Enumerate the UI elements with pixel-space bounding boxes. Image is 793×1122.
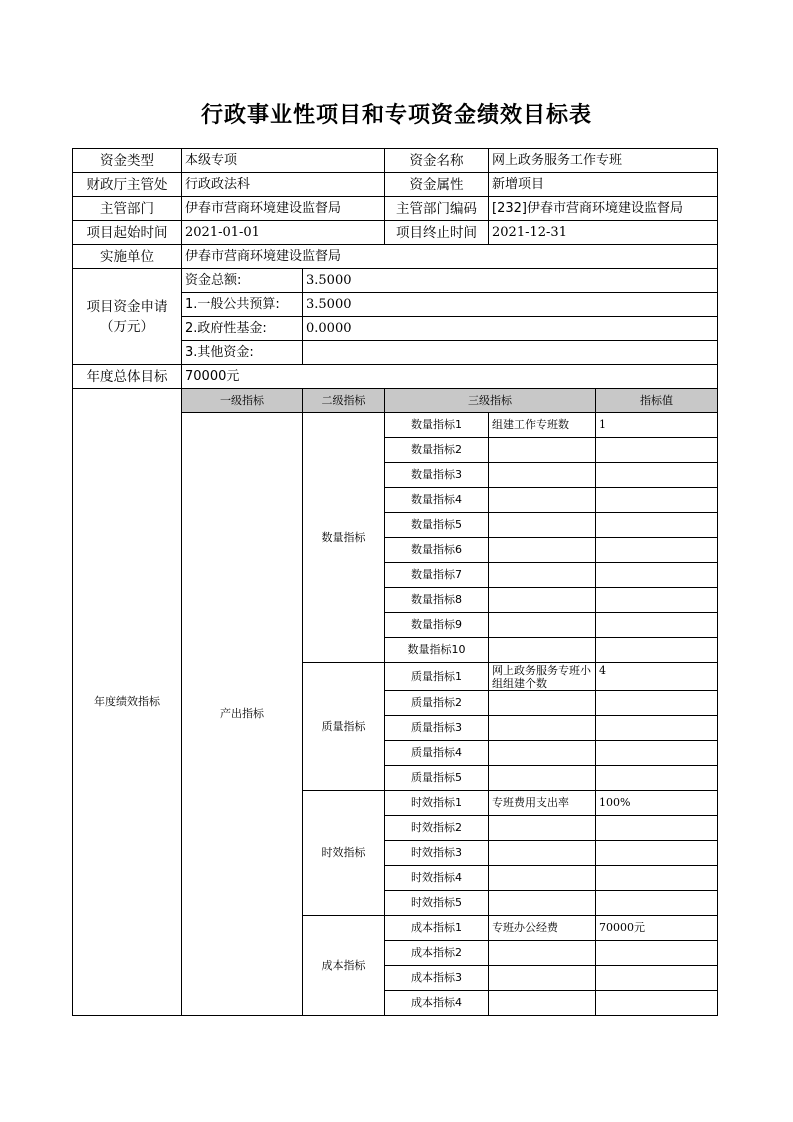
agency-code-label: 主管部门编码 [385, 197, 489, 221]
indicator-code: 数量指标3 [385, 463, 489, 488]
column-header: 一级指标 [182, 389, 303, 413]
indicator-code: 成本指标3 [385, 966, 489, 991]
end-date-value: 2021-12-31 [489, 221, 718, 245]
level2-indicator: 质量指标 [303, 663, 385, 791]
level2-indicator: 时效指标 [303, 791, 385, 916]
indicator-name [489, 866, 596, 891]
impl-unit-label: 实施单位 [73, 245, 182, 269]
impl-unit-value: 伊春市营商环境建设监督局 [182, 245, 718, 269]
indicator-name [489, 716, 596, 741]
indicator-code: 成本指标1 [385, 916, 489, 941]
indicator-name: 专班费用支出率 [489, 791, 596, 816]
annual-goal-label: 年度总体目标 [73, 365, 182, 389]
indicator-value: 4 [596, 663, 718, 691]
performance-target-table [72, 148, 718, 1016]
agency-code-value: [232]伊春市营商环境建设监督局 [489, 197, 718, 221]
indicator-name: 网上政务服务专班小组组建个数 [489, 663, 596, 691]
funding-item-name: 2.政府性基金: [182, 317, 303, 341]
indicator-code: 时效指标1 [385, 791, 489, 816]
indicator-code: 质量指标4 [385, 741, 489, 766]
indicator-name [489, 563, 596, 588]
indicator-code: 数量指标8 [385, 588, 489, 613]
indicator-name: 专班办公经费 [489, 916, 596, 941]
indicator-code: 数量指标1 [385, 413, 489, 438]
indicator-code: 数量指标4 [385, 488, 489, 513]
indicator-value [596, 488, 718, 513]
indicator-value [596, 588, 718, 613]
indicator-value: 100% [596, 791, 718, 816]
funding-item-name: 3.其他资金: [182, 341, 303, 365]
indicator-code: 时效指标2 [385, 816, 489, 841]
fund-attr-value: 新增项目 [489, 173, 718, 197]
indicator-name [489, 538, 596, 563]
agency-value: 伊春市营商环境建设监督局 [182, 197, 385, 221]
end-date-label: 项目终止时间 [385, 221, 489, 245]
page-title: 行政事业性项目和专项资金绩效目标表 [200, 103, 592, 128]
column-header: 二级指标 [303, 389, 385, 413]
fund-attr-label: 资金属性 [385, 173, 489, 197]
indicator-name [489, 463, 596, 488]
indicator-name [489, 488, 596, 513]
indicator-name [489, 513, 596, 538]
indicator-name [489, 638, 596, 663]
indicator-code: 时效指标5 [385, 891, 489, 916]
indicator-code: 数量指标7 [385, 563, 489, 588]
indicator-value [596, 463, 718, 488]
indicator-value [596, 438, 718, 463]
indicator-value [596, 691, 718, 716]
indicator-value [596, 891, 718, 916]
level2-indicator: 数量指标 [303, 413, 385, 663]
funding-item-value: 3.5000 [303, 269, 718, 293]
start-date-label: 项目起始时间 [73, 221, 182, 245]
indicator-name [489, 991, 596, 1016]
indicator-code: 质量指标2 [385, 691, 489, 716]
indicator-value [596, 741, 718, 766]
indicator-value [596, 841, 718, 866]
indicator-name [489, 741, 596, 766]
indicator-value [596, 638, 718, 663]
indicator-value [596, 816, 718, 841]
funding-item-name: 1.一般公共预算: [182, 293, 303, 317]
indicator-value: 1 [596, 413, 718, 438]
level1-indicator: 产出指标 [182, 413, 303, 1016]
fund-type-value: 本级专项 [182, 149, 385, 173]
indicator-name [489, 841, 596, 866]
indicator-code: 成本指标2 [385, 941, 489, 966]
column-header: 三级指标 [385, 389, 596, 413]
funding-item-value [303, 341, 718, 365]
funding-label: 项目资金申请（万元） [73, 269, 182, 365]
indicator-code: 数量指标2 [385, 438, 489, 463]
level2-indicator: 成本指标 [303, 916, 385, 1016]
indicator-name [489, 613, 596, 638]
fund-type-label: 资金类型 [73, 149, 182, 173]
indicator-value [596, 538, 718, 563]
indicator-code: 时效指标3 [385, 841, 489, 866]
annual-goal-value: 70000元 [182, 365, 718, 389]
start-date-value: 2021-01-01 [182, 221, 385, 245]
indicator-value [596, 613, 718, 638]
indicator-code: 数量指标5 [385, 513, 489, 538]
column-header: 指标值 [596, 389, 718, 413]
indicator-name [489, 438, 596, 463]
indicator-name [489, 891, 596, 916]
indicator-name [489, 941, 596, 966]
indicator-code: 质量指标3 [385, 716, 489, 741]
indicator-name [489, 966, 596, 991]
indicator-value [596, 991, 718, 1016]
indicator-value: 70000元 [596, 916, 718, 941]
dept-label: 财政厅主管处 [73, 173, 182, 197]
indicator-code: 数量指标6 [385, 538, 489, 563]
fund-name-label: 资金名称 [385, 149, 489, 173]
funding-item-value: 3.5000 [303, 293, 718, 317]
indicator-value [596, 866, 718, 891]
indicator-name [489, 691, 596, 716]
indicator-code: 成本指标4 [385, 991, 489, 1016]
indicator-code: 数量指标10 [385, 638, 489, 663]
indicator-value [596, 563, 718, 588]
indicator-name [489, 588, 596, 613]
indicator-value [596, 766, 718, 791]
indicator-name: 组建工作专班数 [489, 413, 596, 438]
dept-value: 行政政法科 [182, 173, 385, 197]
funding-item-name: 资金总额: [182, 269, 303, 293]
indicator-value [596, 941, 718, 966]
indicator-value [596, 966, 718, 991]
indicator-name [489, 766, 596, 791]
indicator-code: 质量指标1 [385, 663, 489, 691]
indicator-code: 数量指标9 [385, 613, 489, 638]
indicator-value [596, 716, 718, 741]
annual-perf-label: 年度绩效指标 [73, 389, 182, 1016]
indicator-value [596, 513, 718, 538]
fund-name-value: 网上政务服务工作专班 [489, 149, 718, 173]
indicator-name [489, 816, 596, 841]
indicator-code: 时效指标4 [385, 866, 489, 891]
agency-label: 主管部门 [73, 197, 182, 221]
indicator-code: 质量指标5 [385, 766, 489, 791]
funding-item-value: 0.0000 [303, 317, 718, 341]
